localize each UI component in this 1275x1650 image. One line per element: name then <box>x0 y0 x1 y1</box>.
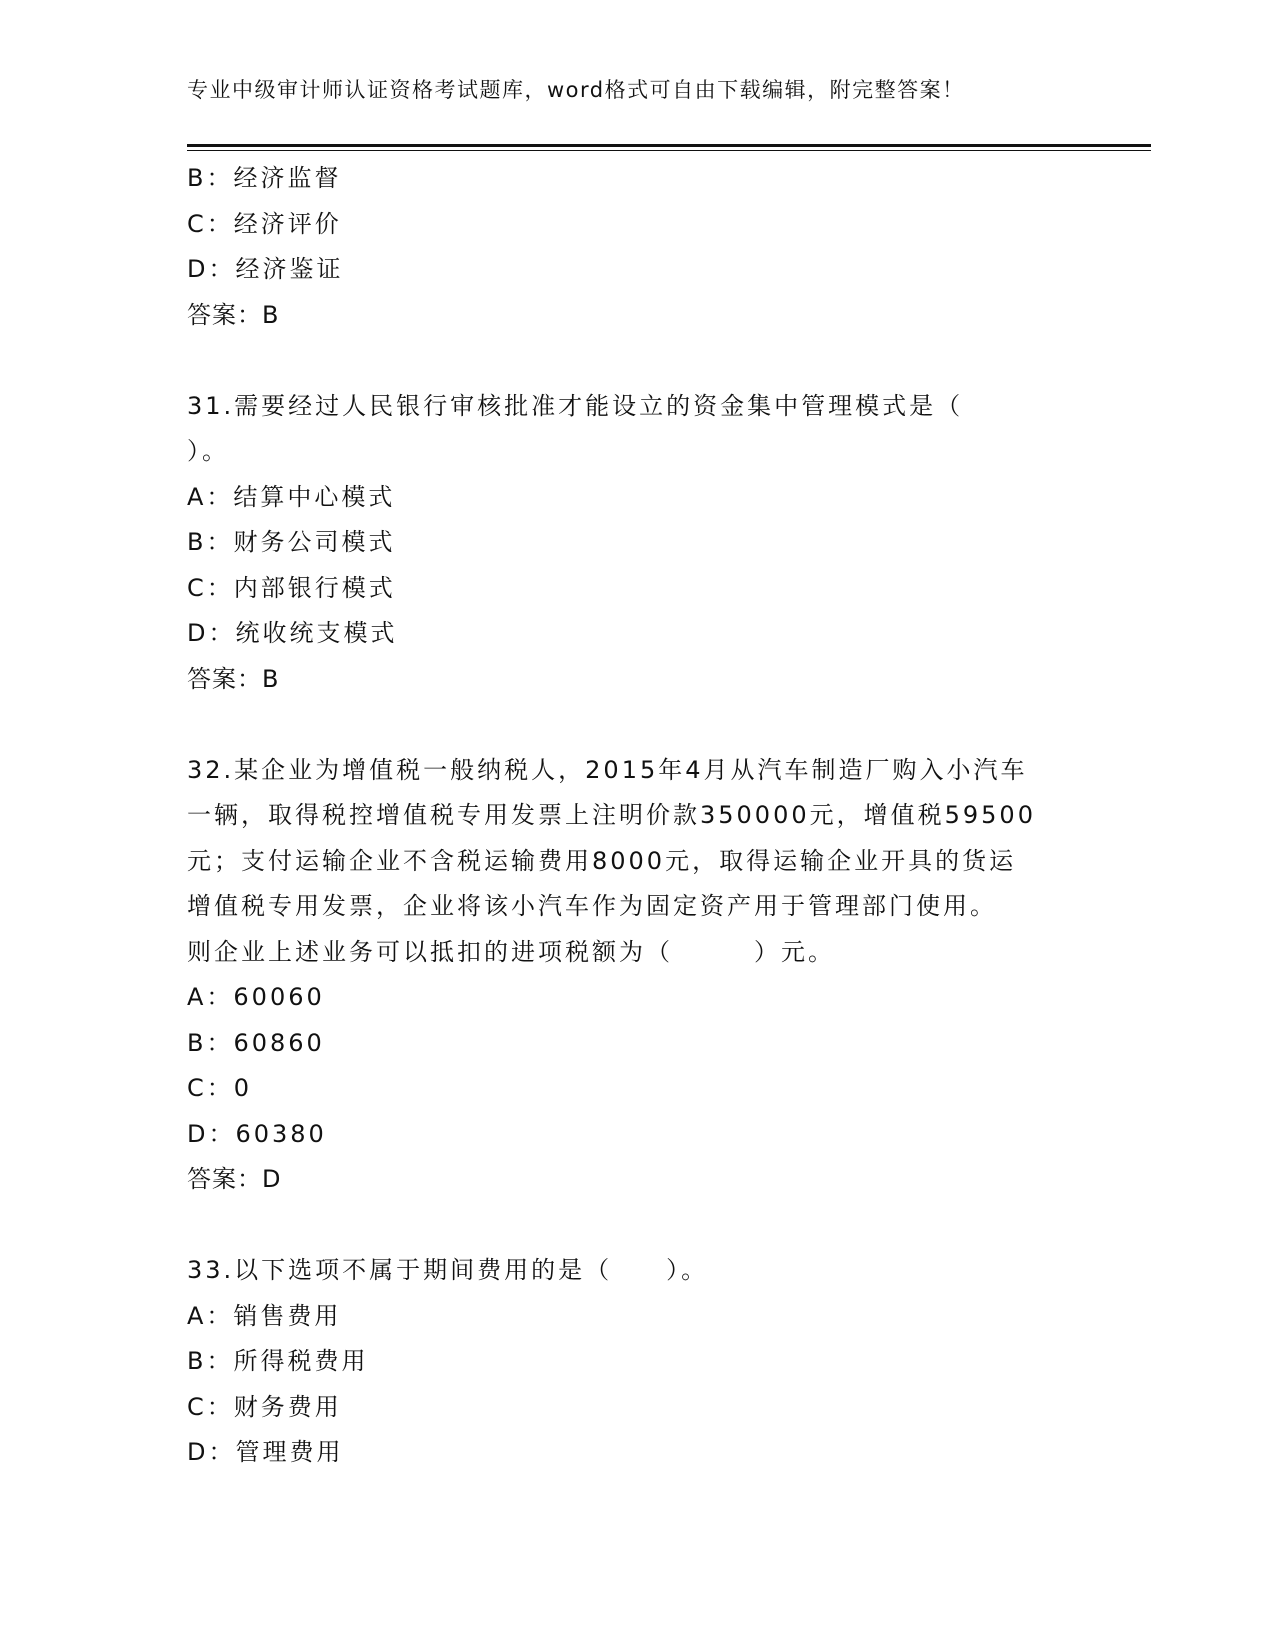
q33-option-b: B：所得税费用 <box>187 1347 369 1375</box>
q32-option-c: C：0 <box>187 1074 253 1102</box>
q33-option-c: C：财务费用 <box>187 1392 342 1421</box>
q31-option-c: C：内部银行模式 <box>187 573 396 602</box>
page-header: 专业中级审计师认证资格考试题库，word格式可自由下载编辑，附完整答案！ <box>187 78 965 102</box>
question-30-block <box>187 156 1087 338</box>
header-rule-thin <box>187 150 1151 151</box>
q31-option-b: B：财务公司模式 <box>187 528 396 556</box>
q32-option-a: A：60060 <box>187 983 325 1011</box>
q31-stem-line-1: 31.需要经过人民银行审核批准才能设立的资金集中管理模式是（ <box>187 391 964 420</box>
q31-option-d: D：统收统支模式 <box>187 619 398 647</box>
spacer <box>187 702 1087 748</box>
q30-option-b: B：经济监督 <box>187 164 342 192</box>
spacer <box>187 1203 1087 1249</box>
q32-option-d: D：60380 <box>187 1119 327 1148</box>
q33-option-d: D：管理费用 <box>187 1438 344 1466</box>
q32-option-b: B：60860 <box>187 1028 325 1057</box>
q32-stem-line-5: 则企业上述业务可以抵扣的进项税额为（ ）元。 <box>187 937 835 966</box>
header-rule-thick <box>187 144 1151 147</box>
q30-answer: 答案：B <box>187 300 280 329</box>
q32-stem-line-3: 元；支付运输企业不含税运输费用8000元，取得运输企业开具的货运 <box>187 846 1017 875</box>
q31-option-a: A：结算中心模式 <box>187 482 396 511</box>
q32-stem-line-1: 32.某企业为增值税一般纳税人，2015年4月从汽车制造厂购入小汽车 <box>187 755 1028 784</box>
q32-answer: 答案：D <box>187 1165 282 1193</box>
spacer <box>187 338 1087 384</box>
q32-stem-line-2: 一辆，取得税控增值税专用发票上注明价款350000元，增值税59500 <box>187 801 1036 829</box>
question-33-block <box>187 1248 1087 1476</box>
q31-stem-line-2: ）。 <box>187 437 229 465</box>
question-31-block <box>187 384 1087 703</box>
q30-option-c: C：经济评价 <box>187 209 342 238</box>
q30-option-d: D：经济鉴证 <box>187 255 344 283</box>
q32-stem-line-4: 增值税专用发票，企业将该小汽车作为固定资产用于管理部门使用。 <box>187 892 997 920</box>
question-32-block <box>187 748 1087 1203</box>
question-content <box>187 156 1087 1476</box>
q33-option-a: A：销售费用 <box>187 1301 342 1330</box>
q33-stem-line-1: 33.以下选项不属于期间费用的是（ ）。 <box>187 1256 709 1284</box>
q31-answer: 答案：B <box>187 664 280 693</box>
